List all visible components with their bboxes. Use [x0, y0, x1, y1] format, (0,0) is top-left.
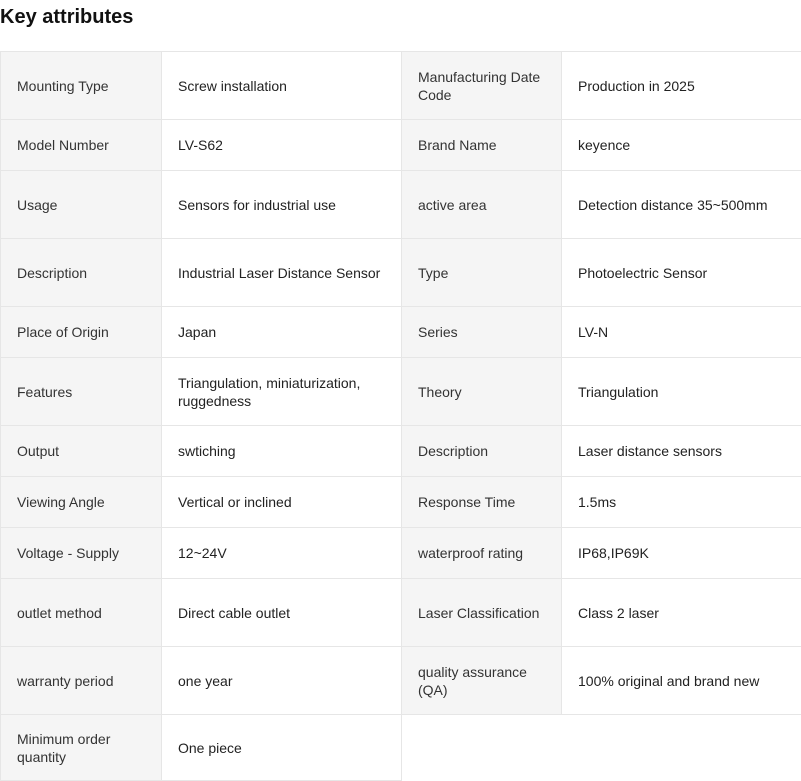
attribute-value: Production in 2025 — [562, 52, 801, 120]
attribute-value: Vertical or inclined — [162, 477, 402, 528]
attribute-value: IP68,IP69K — [562, 528, 801, 579]
table-row — [1, 120, 801, 171]
attribute-label: active area — [402, 171, 562, 239]
attribute-value: Triangulation — [562, 358, 801, 426]
table-row — [1, 579, 801, 647]
attribute-value: 100% original and brand new — [562, 647, 801, 715]
table-row — [1, 358, 801, 426]
attribute-label: Theory — [402, 358, 562, 426]
attribute-label: Viewing Angle — [1, 477, 162, 528]
attribute-value: LV-S62 — [162, 120, 402, 171]
table-row — [1, 239, 801, 307]
table-row — [1, 426, 801, 477]
key-attributes-table — [0, 51, 801, 781]
attribute-label: Mounting Type — [1, 52, 162, 120]
attribute-label: Description — [1, 239, 162, 307]
attribute-value: Photoelectric Sensor — [562, 239, 801, 307]
attribute-label: outlet method — [1, 579, 162, 647]
attribute-value: Triangulation, miniaturization, ruggedness — [162, 358, 402, 426]
attribute-value: Sensors for industrial use — [162, 171, 402, 239]
attribute-value: Japan — [162, 307, 402, 358]
attribute-value: Direct cable outlet — [162, 579, 402, 647]
attribute-label: warranty period — [1, 647, 162, 715]
attribute-label: Manufacturing Date Code — [402, 52, 562, 120]
attribute-label: Model Number — [1, 120, 162, 171]
attribute-label: Description — [402, 426, 562, 477]
attribute-value: Laser distance sensors — [562, 426, 801, 477]
table-row — [1, 477, 801, 528]
attribute-value: One piece — [162, 715, 402, 781]
attribute-value: Screw installation — [162, 52, 402, 120]
attribute-label: Output — [1, 426, 162, 477]
table-row — [1, 307, 801, 358]
attribute-value: 12~24V — [162, 528, 402, 579]
attribute-label: Minimum order quantity — [1, 715, 162, 781]
attribute-label: Features — [1, 358, 162, 426]
attribute-label: Type — [402, 239, 562, 307]
empty-cell — [402, 715, 801, 781]
attribute-label: waterproof rating — [402, 528, 562, 579]
table-row — [1, 52, 801, 120]
attribute-value: LV-N — [562, 307, 801, 358]
attribute-label: Laser Classification — [402, 579, 562, 647]
attribute-value: Industrial Laser Distance Sensor — [162, 239, 402, 307]
table-row — [1, 171, 801, 239]
attribute-value: swtiching — [162, 426, 402, 477]
attribute-label: Response Time — [402, 477, 562, 528]
attribute-value: Class 2 laser — [562, 579, 801, 647]
attribute-value: one year — [162, 647, 402, 715]
table-row — [1, 647, 801, 715]
attribute-value: Detection distance 35~500mm — [562, 171, 801, 239]
attribute-value: 1.5ms — [562, 477, 801, 528]
table-row — [1, 528, 801, 579]
attribute-label: Place of Origin — [1, 307, 162, 358]
attribute-label: Usage — [1, 171, 162, 239]
table-row — [1, 715, 801, 781]
attribute-value: keyence — [562, 120, 801, 171]
attribute-label: Brand Name — [402, 120, 562, 171]
attribute-label: Series — [402, 307, 562, 358]
section-title: Key attributes — [0, 5, 133, 29]
attribute-label: quality assurance (QA) — [402, 647, 562, 715]
attribute-label: Voltage - Supply — [1, 528, 162, 579]
